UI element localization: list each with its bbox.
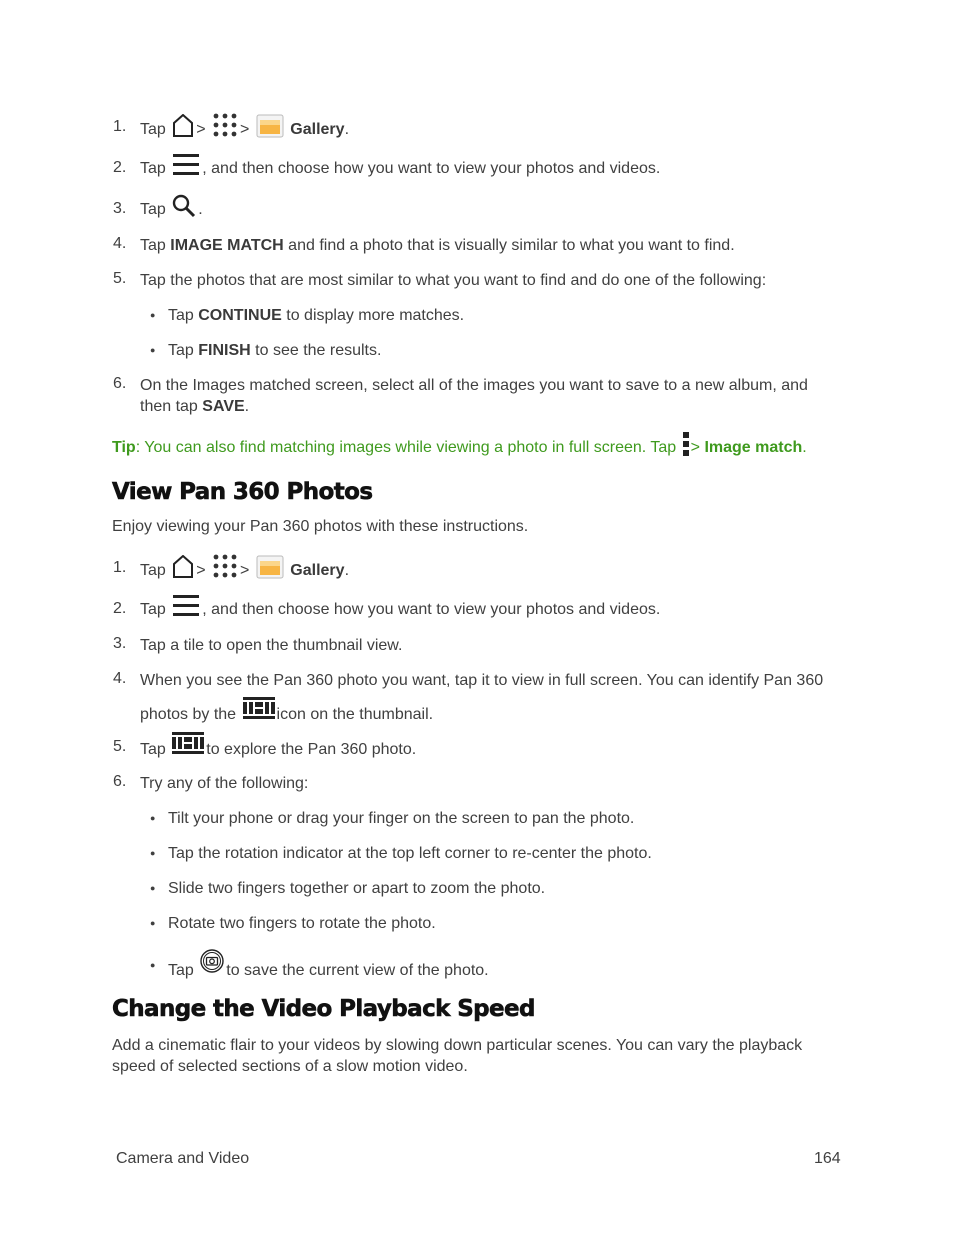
bullet-continue: Tap CONTINUE to display more matches.: [168, 307, 465, 324]
step-5: Tap the photos that are most similar to what you want to find and do one of the following:: [140, 272, 767, 289]
bullet: ●: [150, 848, 156, 858]
menu-icon: [172, 153, 200, 177]
pan-step-5: Tap to explore the Pan 360 photo.: [140, 732, 416, 760]
bullet-rotate: Rotate two fingers to rotate the photo.: [168, 915, 436, 932]
step-1: Tap > > Gallery.: [140, 112, 349, 140]
search-icon: [172, 194, 196, 218]
camera-shutter-icon: [200, 949, 224, 973]
home-icon: [172, 555, 194, 579]
step-number: 5.: [113, 270, 127, 287]
step-2: Tap , and then choose how you want to view your photos and videos.: [140, 153, 660, 179]
apps-icon: [212, 112, 238, 138]
step-number: 6.: [113, 375, 127, 392]
pan-step-1: Tap > > Gallery.: [140, 553, 349, 581]
gallery-icon: [256, 114, 284, 138]
section-heading-pan360: View Pan 360 Photos: [112, 479, 373, 505]
bullet: ●: [150, 918, 156, 928]
tip: Tip: You can also find matching images while viewing a photo in full screen. Tap > Image match.: [112, 432, 807, 458]
pan-step-2: Tap , and then choose how you want to view your photos and videos.: [140, 594, 660, 620]
page-number: 164: [814, 1150, 841, 1167]
step-number: 4.: [113, 235, 127, 252]
step-number: 6.: [113, 773, 127, 790]
bullet: ●: [150, 813, 156, 823]
more-vertical-icon: [682, 432, 690, 456]
section-heading-playback-speed: Change the Video Playback Speed: [112, 996, 535, 1022]
step-number: 2.: [113, 600, 127, 617]
pan-step-3: Tap a tile to open the thumbnail view.: [140, 637, 403, 654]
pan360-icon: [172, 732, 204, 754]
bullet: ●: [150, 345, 156, 355]
menu-icon: [172, 594, 200, 618]
pan-step-4: When you see the Pan 360 photo you want, tap it to view in full screen. You can identify Pan 360 photos by the icon on the thumbnail.: [140, 672, 824, 723]
step-number: 1.: [113, 559, 127, 576]
step-number: 3.: [113, 200, 127, 217]
bullet-tilt: Tilt your phone or drag your finger on the screen to pan the photo.: [168, 810, 635, 827]
step-number: 2.: [113, 159, 127, 176]
bullet-finish: Tap FINISH to see the results.: [168, 342, 382, 359]
bullet-zoom: Slide two fingers together or apart to zoom the photo.: [168, 880, 546, 897]
playback-paragraph: Add a cinematic flair to your videos by slowing down particular scenes. You can vary the playback speed of selected sections of a slow motion video.: [112, 1037, 803, 1075]
bullet: ●: [150, 960, 156, 970]
apps-icon: [212, 553, 238, 579]
bullet: ●: [150, 883, 156, 893]
step-number: 1.: [113, 118, 127, 135]
bullet: ●: [150, 310, 156, 320]
step-number: 5.: [113, 738, 127, 755]
intro-text: Enjoy viewing your Pan 360 photos with these instructions.: [112, 518, 529, 535]
step-3: Tap .: [140, 194, 203, 220]
step-number: 4.: [113, 670, 127, 687]
step-6: On the Images matched screen, select all of the images you want to save to a new album, and then tap SAVE.: [140, 377, 808, 415]
home-icon: [172, 114, 194, 138]
bullet-rotation-indicator: Tap the rotation indicator at the top left corner to re-center the photo.: [168, 845, 652, 862]
bullet-save-view: Tap to save the current view of the photo.: [168, 949, 489, 981]
step-number: 3.: [113, 635, 127, 652]
footer-chapter: Camera and Video: [116, 1150, 250, 1167]
pan-step-6: Try any of the following:: [140, 775, 309, 792]
pan360-icon: [243, 697, 275, 719]
gallery-icon: [256, 555, 284, 579]
step-4: Tap IMAGE MATCH and find a photo that is visually similar to what you want to find.: [140, 237, 735, 254]
